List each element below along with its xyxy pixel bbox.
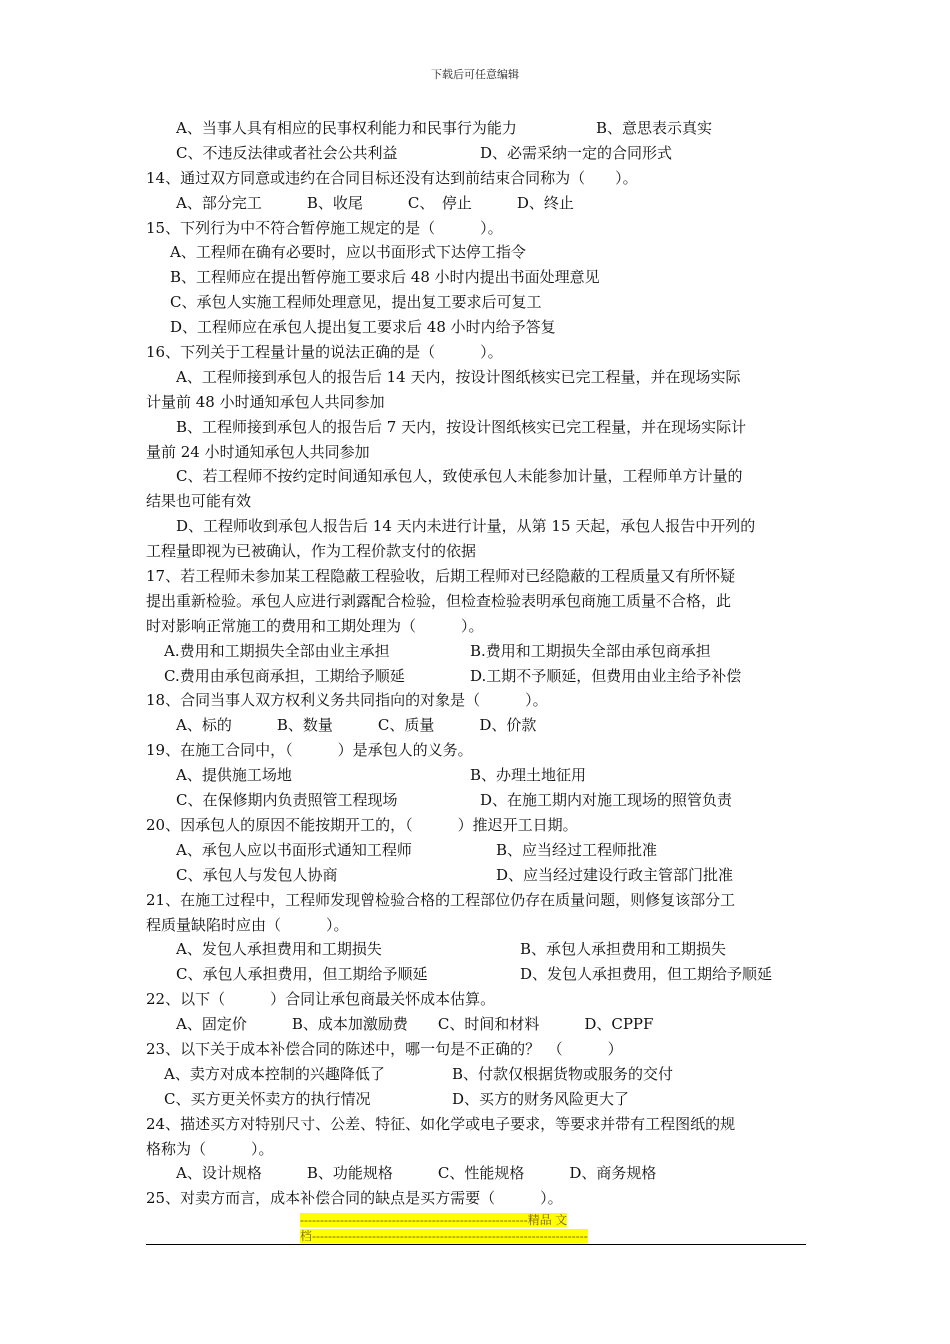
option-right: D、应当经过建设行政主管部门批准 bbox=[496, 865, 734, 884]
option-right: B.费用和工期损失全部由承包商承担 bbox=[470, 641, 711, 660]
option-pair-line bbox=[146, 116, 806, 141]
question-line: 16、下列关于工程量计量的说法正确的是（ ）。 bbox=[146, 343, 503, 362]
option-right: D、必需采纳一定的合同形式 bbox=[480, 143, 673, 162]
option-left: A、承包人应以书面形式通知工程师 bbox=[176, 840, 412, 859]
continuation-line: 格称为（ ）。 bbox=[146, 1139, 274, 1158]
option-line: C、若工程师不按约定时间通知承包人，致使承包人未能参加计量，工程师单方计量的 bbox=[176, 467, 743, 486]
option-right: B、应当经过工程师批准 bbox=[496, 840, 658, 859]
option-pair-line bbox=[146, 838, 806, 863]
question-line: 15、下列行为中不符合暂停施工规定的是（ ）。 bbox=[146, 218, 503, 237]
option-left: A、卖方对成本控制的兴趣降低了 bbox=[164, 1064, 385, 1083]
question-content bbox=[146, 116, 806, 1211]
option-line: D、工程师收到承包人报告后 14 天内未进行计量，从第 15 天起，承包人报告中开列的 bbox=[176, 517, 756, 536]
option-right: B、意思表示真实 bbox=[596, 119, 713, 137]
option-pair-line bbox=[146, 1062, 806, 1087]
option-left: A、提供施工场地 bbox=[176, 766, 292, 785]
option-left: C.费用由承包商承担，工期给予顺延 bbox=[164, 666, 405, 685]
option-left: C、不违反法律或者社会公共利益 bbox=[176, 143, 398, 162]
option-left: C、承包人承担费用，但工期给予顺延 bbox=[176, 965, 428, 984]
option-pair-line bbox=[146, 937, 806, 962]
option-pair-line bbox=[146, 763, 806, 788]
option-pair-line bbox=[146, 141, 806, 166]
option-line: A、部分完工 B、收尾 C、 停止 D、终止 bbox=[176, 193, 574, 212]
option-pair-line bbox=[146, 962, 806, 987]
option-right: D、在施工期内对施工现场的照管负责 bbox=[480, 791, 733, 810]
question-line: 14、通过双方同意或违约在合同目标还没有达到前结束合同称为（ ）。 bbox=[146, 168, 638, 187]
continuation-line: 结果也可能有效 bbox=[146, 492, 252, 511]
question-line: 17、若工程师未参加某工程隐蔽工程验收，后期工程师对已经隐蔽的工程质量又有所怀疑 bbox=[146, 567, 736, 586]
option-line: A、设计规格 B、功能规格 C、性能规格 D、商务规格 bbox=[176, 1164, 657, 1183]
footer-rule bbox=[146, 1244, 806, 1245]
option-left: A.费用和工期损失全部由业主承担 bbox=[164, 641, 390, 660]
option-left: C、在保修期内负责照管工程现场 bbox=[176, 791, 398, 810]
option-pair-line bbox=[146, 788, 806, 813]
question-line: 19、在施工合同中，（ ）是承包人的义务。 bbox=[146, 741, 473, 760]
question-line: 25、对卖方而言，成本补偿合同的缺点是买方需要（ ）。 bbox=[146, 1189, 563, 1208]
option-right: D.工期不予顺延，但费用由业主给予补偿 bbox=[470, 666, 742, 685]
option-left: A、发包人承担费用和工期损失 bbox=[176, 940, 382, 959]
option-pair-line bbox=[146, 863, 806, 888]
option-pair-line bbox=[146, 664, 806, 689]
continuation-line: 程质量缺陷时应由（ ）。 bbox=[146, 915, 349, 934]
footer-line-2: 档--------------------------------------------------------------------- bbox=[300, 1229, 588, 1243]
question-line: 20、因承包人的原因不能按期开工的，（ ）推迟开工日期。 bbox=[146, 815, 578, 834]
option-right: B、办理土地征用 bbox=[470, 766, 587, 785]
continuation-line: 工程量即视为已被确认，作为工程价款支付的依据 bbox=[146, 542, 477, 561]
question-line: 18、合同当事人双方权利义务共同指向的对象是（ ）。 bbox=[146, 691, 548, 710]
option-line: A、固定价 B、成本加激励费 C、时间和材料 D、CPPF bbox=[176, 1015, 654, 1034]
option-left: A、当事人具有相应的民事权利能力和民事行为能力 bbox=[176, 119, 517, 137]
option-line: A、工程师接到承包人的报告后 14 天内，按设计图纸核实已完工程量，并在现场实际 bbox=[176, 367, 741, 386]
option-right: B、承包人承担费用和工期损失 bbox=[520, 940, 727, 959]
option-left: C、承包人与发包人协商 bbox=[176, 865, 338, 884]
continuation-line: 时对影响正常施工的费用和工期处理为（ ）。 bbox=[146, 616, 484, 635]
option-line: D、工程师应在承包人提出复工要求后 48 小时内给予答复 bbox=[170, 318, 556, 337]
footer-line-1: ---------------------------------------------------------精品 文 bbox=[300, 1213, 568, 1227]
option-left: C、买方更关怀卖方的执行情况 bbox=[164, 1089, 371, 1108]
page-header: 下载后可任意编辑 bbox=[431, 68, 519, 81]
question-line: 23、以下关于成本补偿合同的陈述中，哪一句是不正确的？ （ ） bbox=[146, 1039, 623, 1058]
option-right: B、付款仅根据货物或服务的交付 bbox=[452, 1064, 674, 1083]
question-line: 21、在施工过程中，工程师发现曾检验合格的工程部位仍存在质量问题，则修复该部分工 bbox=[146, 890, 736, 909]
option-right: D、发包人承担费用，但工期给予顺延 bbox=[520, 965, 773, 984]
continuation-line: 量前 24 小时通知承包人共同参加 bbox=[146, 442, 370, 461]
option-pair-line bbox=[146, 639, 806, 664]
question-line: 24、描述买方对特别尺寸、公差、特征、如化学或电子要求，等要求并带有工程图纸的规 bbox=[146, 1114, 736, 1133]
option-right: D、买方的财务风险更大了 bbox=[452, 1089, 630, 1108]
option-pair-line bbox=[146, 1087, 806, 1112]
option-line: B、工程师应在提出暂停施工要求后 48 小时内提出书面处理意见 bbox=[170, 268, 600, 287]
option-line: A、工程师在确有必要时，应以书面形式下达停工指令 bbox=[170, 243, 526, 262]
option-line: B、工程师接到承包人的报告后 7 天内，按设计图纸核实已完工程量，并在现场实际计 bbox=[176, 417, 747, 436]
continuation-line: 提出重新检验。承包人应进行剥露配合检验，但检查检验表明承包商施工质量不合格，此 bbox=[146, 591, 732, 610]
option-line: C、承包人实施工程师处理意见，提出复工要求后可复工 bbox=[170, 293, 542, 312]
question-line: 22、以下（ ）合同让承包商最关怀成本估算。 bbox=[146, 990, 496, 1009]
footer-highlight bbox=[300, 1212, 646, 1244]
continuation-line: 计量前 48 小时通知承包人共同参加 bbox=[146, 392, 385, 411]
option-line: A、标的 B、数量 C、质量 D、价款 bbox=[176, 716, 537, 735]
